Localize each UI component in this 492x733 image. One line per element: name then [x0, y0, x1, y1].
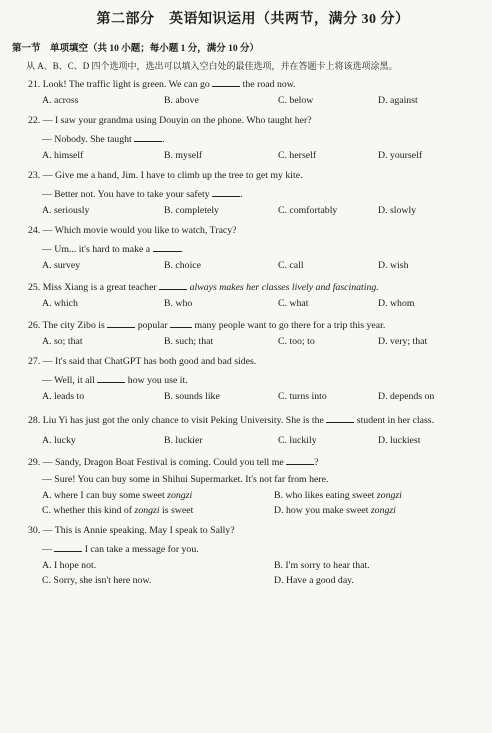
question-24 — [28, 225, 478, 272]
option-a: A. lucky — [42, 435, 76, 446]
options — [28, 560, 478, 572]
option-c: C. call — [278, 260, 304, 271]
question-stem: 24. — Which movie would you like to watch, Tracy? — [28, 225, 237, 236]
option-text: C. whether this kind of — [42, 505, 135, 516]
dialog-text: — Um... it's hard to make a — [42, 244, 153, 255]
option-c: C. comfortably — [278, 205, 338, 216]
dialog-line — [28, 542, 478, 556]
option-d: D. whom — [378, 298, 415, 309]
option-b: B. completely — [164, 205, 219, 216]
option-d: D. Have a good day. — [274, 575, 354, 586]
dialog-text: how you use it. — [125, 375, 188, 386]
option-c: C. too; to — [278, 336, 315, 347]
answer-blank — [326, 413, 354, 423]
option-a: A. survey — [42, 260, 81, 271]
question-stem: 30. — This is Annie speaking. May I speak to Sally? — [28, 525, 235, 536]
options — [28, 298, 478, 310]
option-d: D. slowly — [378, 205, 417, 216]
question-stem: 23. — Give me a hand, Jim. I have to climb up the tree to get my kite. — [28, 170, 303, 181]
answer-blank — [212, 77, 240, 87]
option-c: C. Sorry, she isn't here now. — [42, 575, 152, 586]
option-b: B. I'm sorry to hear that. — [274, 560, 370, 571]
dialog-text: . — [240, 189, 243, 200]
question-21 — [28, 77, 478, 107]
dialog-line: — Sure! You can buy some in Shihui Supermarket. It's not far from here. — [42, 474, 329, 485]
answer-blank — [159, 280, 187, 290]
dialog-text: . — [180, 244, 184, 255]
option-c: C. herself — [278, 150, 317, 161]
option-b: B. choice — [164, 260, 201, 271]
stem-text: always makes her classes lively and fascinating. — [187, 282, 379, 293]
option-d: D. very; that — [378, 336, 428, 347]
answer-blank — [170, 318, 192, 328]
option-text-italic: zongzi — [370, 505, 396, 516]
dialog-text: — Better not. You have to take your safety — [42, 189, 213, 200]
option-d: D. wish — [378, 260, 409, 271]
dialog-line — [28, 187, 478, 201]
option-d: D. yourself — [378, 150, 423, 161]
question-27 — [28, 356, 478, 403]
option-d: D. luckiest — [378, 435, 421, 446]
stem-text: 21. Look! The traffic light is green. We can go — [28, 79, 213, 90]
answer-blank — [212, 187, 240, 197]
question-stem — [28, 318, 478, 332]
answer-blank — [153, 242, 181, 252]
question-28 — [28, 411, 478, 447]
options — [28, 575, 478, 587]
stem-text: the road now. — [240, 79, 296, 90]
stem-text: 26. The city Zibo is — [28, 320, 108, 331]
dialog-text: . — [162, 134, 165, 145]
instructions: 从 A、B、C、D 四个选项中，选出可以填入空白处的最佳选项，并在答题卡上将该选项涂黑。 — [26, 61, 398, 71]
option-a: A. so; that — [42, 336, 83, 347]
question-30 — [28, 525, 478, 587]
options — [28, 95, 478, 107]
section-title: 第一节 单项填空（共 10 小题；每小题 1 分，满分 10 分） — [12, 44, 260, 54]
option-c: C. luckily — [278, 435, 317, 446]
option-c: C. what — [278, 298, 309, 309]
question-23 — [28, 170, 478, 217]
stem-text: 29. — Sandy, Dragon Boat Festival is coming. Could you tell me — [28, 457, 287, 468]
options — [28, 150, 478, 162]
options — [28, 336, 478, 348]
stem-text: 25. Miss Xiang is a great teacher — [28, 282, 160, 293]
option-text: D. how you make sweet — [274, 505, 371, 516]
dash-text: — — [42, 544, 55, 555]
option-text: A. where I can buy some sweet — [42, 490, 168, 501]
question-stem: 27. — It's said that ChatGPT has both good and bad sides. — [28, 356, 257, 367]
stem-text: popular — [135, 320, 171, 331]
dialog-text: — Nobody. She taught — [42, 134, 135, 145]
option-b — [274, 490, 492, 502]
question-stem — [28, 455, 478, 469]
stem-text: many people want to go there for a trip this year. — [192, 320, 386, 331]
option-b: B. such; that — [164, 336, 214, 347]
options — [28, 435, 478, 447]
part-title: 第二部分 英语知识运用（共两节，满分 30 分） — [96, 12, 410, 27]
option-b: B. luckier — [164, 435, 203, 446]
option-d — [274, 505, 492, 517]
option-b: B. myself — [164, 150, 203, 161]
question-25 — [28, 280, 478, 310]
option-text: B. who likes eating sweet — [274, 490, 377, 501]
question-stem — [28, 411, 468, 431]
options — [28, 391, 478, 403]
answer-blank — [286, 455, 314, 465]
options — [28, 505, 478, 517]
question-stem — [28, 280, 478, 294]
option-d: D. depends on — [378, 391, 435, 402]
option-d: D. against — [378, 95, 418, 106]
question-22 — [28, 115, 478, 162]
dialog-line — [28, 132, 478, 146]
options — [28, 205, 478, 217]
option-text-italic: zongzi — [134, 505, 160, 516]
stem-text: 28. Liu Yi has just got the only chance to visit Peking University. She is the — [28, 415, 327, 426]
dialog-line — [28, 242, 478, 256]
question-29 — [28, 455, 478, 517]
dialog-text: — Well, it all — [42, 375, 98, 386]
option-a: A. seriously — [42, 205, 90, 216]
option-a: A. across — [42, 95, 79, 106]
option-c — [42, 505, 274, 517]
option-text-italic: zongzi — [167, 490, 193, 501]
option-a: A. leads to — [42, 391, 85, 402]
option-a: A. which — [42, 298, 78, 309]
option-b: B. who — [164, 298, 193, 309]
dialog-line — [28, 373, 478, 387]
stem-text: student in her class. — [354, 415, 435, 426]
options — [28, 490, 478, 502]
question-26 — [28, 318, 478, 348]
option-a: A. himself — [42, 150, 84, 161]
options — [28, 260, 478, 272]
option-a — [42, 490, 274, 502]
option-text: is sweet — [159, 505, 194, 516]
question-stem — [28, 77, 478, 91]
stem-text: ? — [314, 457, 319, 468]
question-stem: 22. — I saw your grandma using Douyin on the phone. Who taught her? — [28, 115, 312, 126]
option-c: C. turns into — [278, 391, 327, 402]
answer-blank — [97, 373, 125, 383]
answer-blank — [54, 542, 82, 552]
answer-blank — [134, 132, 162, 142]
option-b: B. above — [164, 95, 199, 106]
answer-blank — [107, 318, 135, 328]
option-text-italic: zongzi — [376, 490, 402, 501]
option-b: B. sounds like — [164, 391, 220, 402]
dialog-text: I can take a message for you. — [82, 544, 199, 555]
option-c: C. below — [278, 95, 314, 106]
option-a: A. I hope not. — [42, 560, 97, 571]
